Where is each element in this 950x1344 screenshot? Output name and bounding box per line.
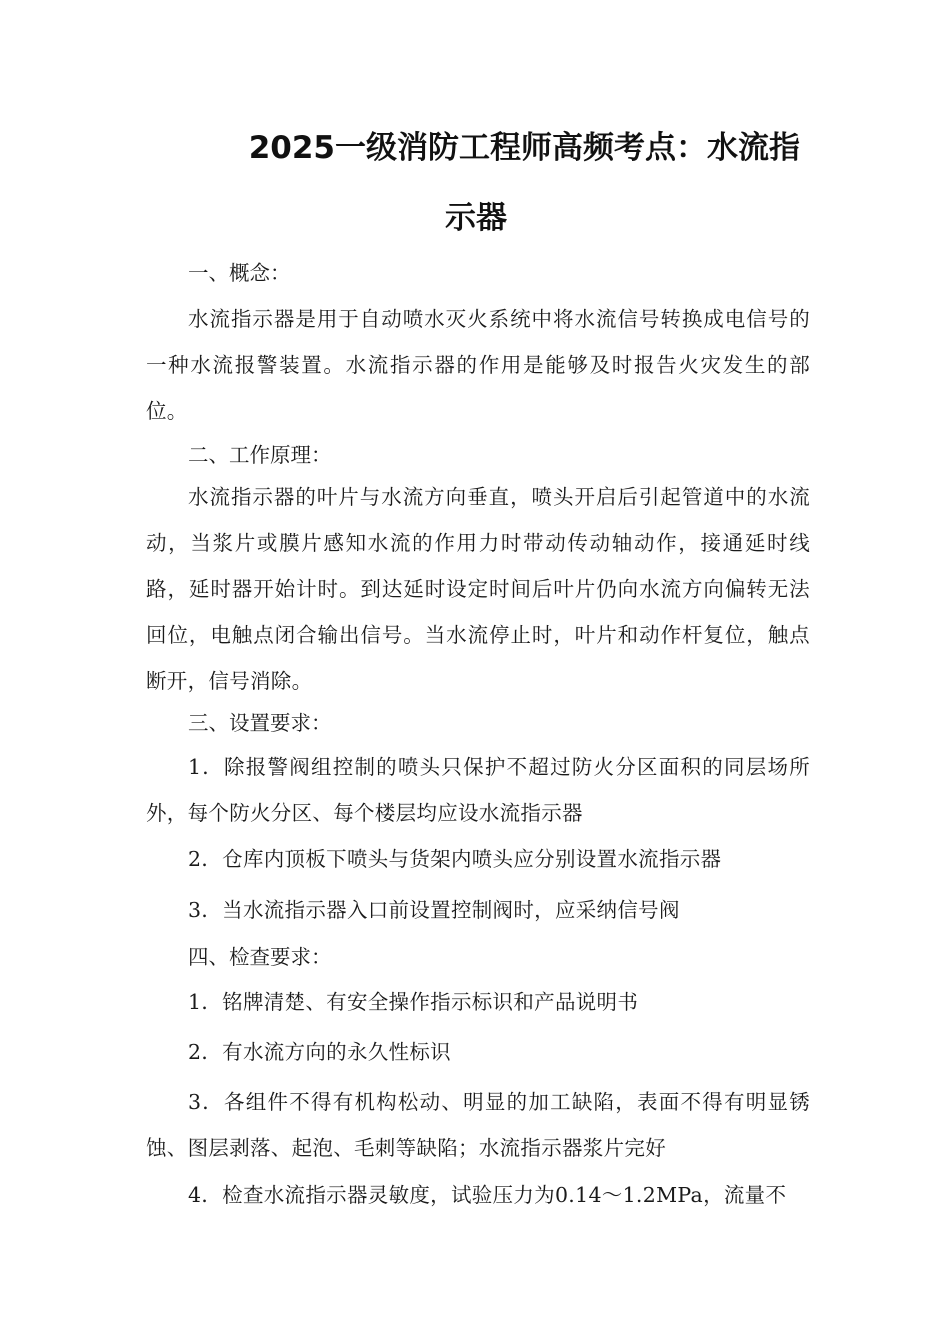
section3-item-1: 1．除报警阀组控制的喷头只保护不超过防火分区面积的同层场所外，每个防火分区、每个楼层均应设水流指示器 [146, 755, 810, 825]
section4-heading: 四、检查要求： [188, 945, 332, 969]
section4-item-4: 4．检查水流指示器灵敏度，试验压力为0.14～1.2MPa，流量不 [188, 1183, 787, 1207]
section4-item-1: 1．铭牌清楚、有安全操作指示标识和产品说明书 [188, 990, 639, 1014]
section4-item-3: 3．各组件不得有机构松动、明显的加工缺陷，表面不得有明显锈蚀、图层剥落、起泡、毛刺等缺陷；水流指示器浆片完好 [146, 1090, 810, 1160]
section3-item-3: 3．当水流指示器入口前设置控制阀时，应采纳信号阀 [188, 898, 680, 922]
section4-item-2: 2．有水流方向的永久性标识 [188, 1040, 451, 1064]
document-title-line2: 示器 [445, 200, 507, 236]
section1-body: 水流指示器是用于自动喷水灭火系统中将水流信号转换成电信号的一种水流报警装置。水流指示器的作用是能够及时报告火灾发生的部位。 [146, 307, 810, 423]
document-title-line1: 2025一级消防工程师高频考点：水流指 [248, 130, 800, 166]
section2-body: 水流指示器的叶片与水流方向垂直，喷头开启后引起管道中的水流动，当浆片或膜片感知水流的作用力时带动传动轴动作，接通延时线路，延时器开始计时。到达延时设定时间后叶片仍向水流方向偏转无法回位，电触点闭合输出信号。当水流停止时，叶片和动作杆复位，触点断开，信号消除。 [146, 485, 810, 693]
section2-heading: 二、工作原理： [188, 443, 332, 467]
section3-heading: 三、设置要求： [188, 711, 332, 735]
section1-heading: 一、概念： [188, 261, 291, 285]
section3-item-2: 2．仓库内顶板下喷头与货架内喷头应分别设置水流指示器 [188, 847, 722, 871]
